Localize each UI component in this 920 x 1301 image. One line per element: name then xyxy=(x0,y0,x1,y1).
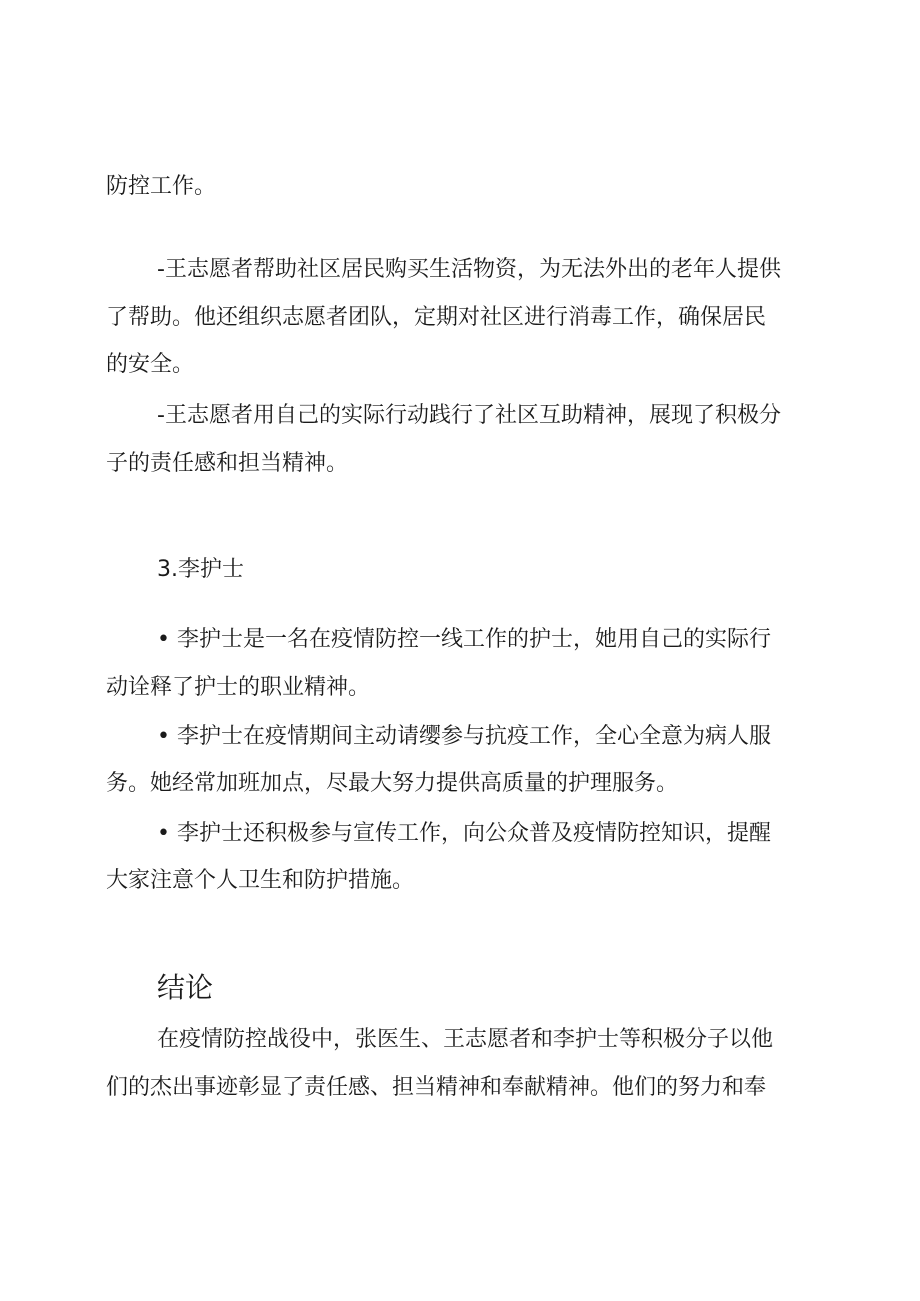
section-subheading: 3.李护士 xyxy=(157,557,244,582)
bullet-line: • 李护士还积极参与宣传工作，向公众普及疫情防控知识，提醒 xyxy=(157,821,771,846)
paragraph-line: 动诠释了护士的职业精神。 xyxy=(106,675,371,700)
paragraph-line: 在疫情防控战役中，张医生、王志愿者和李护士等积极分子以他 xyxy=(157,1027,774,1052)
paragraph-line: 子的责任感和担当精神。 xyxy=(106,451,349,476)
paragraph-line: 的安全。 xyxy=(106,352,195,377)
paragraph-line: -王志愿者用自己的实际行动践行了社区互助精神，展现了积极分 xyxy=(157,403,781,428)
paragraph-line: -王志愿者帮助社区居民购买生活物资，为无法外出的老年人提供 xyxy=(157,257,781,282)
paragraph-line: 防控工作。 xyxy=(106,174,217,199)
bullet-line: • 李护士是一名在疫情防控一线工作的护士，她用自己的实际行 xyxy=(157,627,771,652)
paragraph-line: 们的杰出事迹彰显了责任感、担当精神和奉献精神。他们的努力和奉 xyxy=(106,1075,767,1100)
paragraph-line: 大家注意个人卫生和防护措施。 xyxy=(106,868,415,893)
conclusion-heading: 结论 xyxy=(157,971,214,1004)
paragraph-line: 务。她经常加班加点，尽最大努力提供高质量的护理服务。 xyxy=(106,771,679,796)
bullet-line: • 李护士在疫情期间主动请缨参与抗疫工作，全心全意为病人服 xyxy=(157,724,771,749)
paragraph-line: 了帮助。他还组织志愿者团队，定期对社区进行消毒工作，确保居民 xyxy=(106,305,767,330)
